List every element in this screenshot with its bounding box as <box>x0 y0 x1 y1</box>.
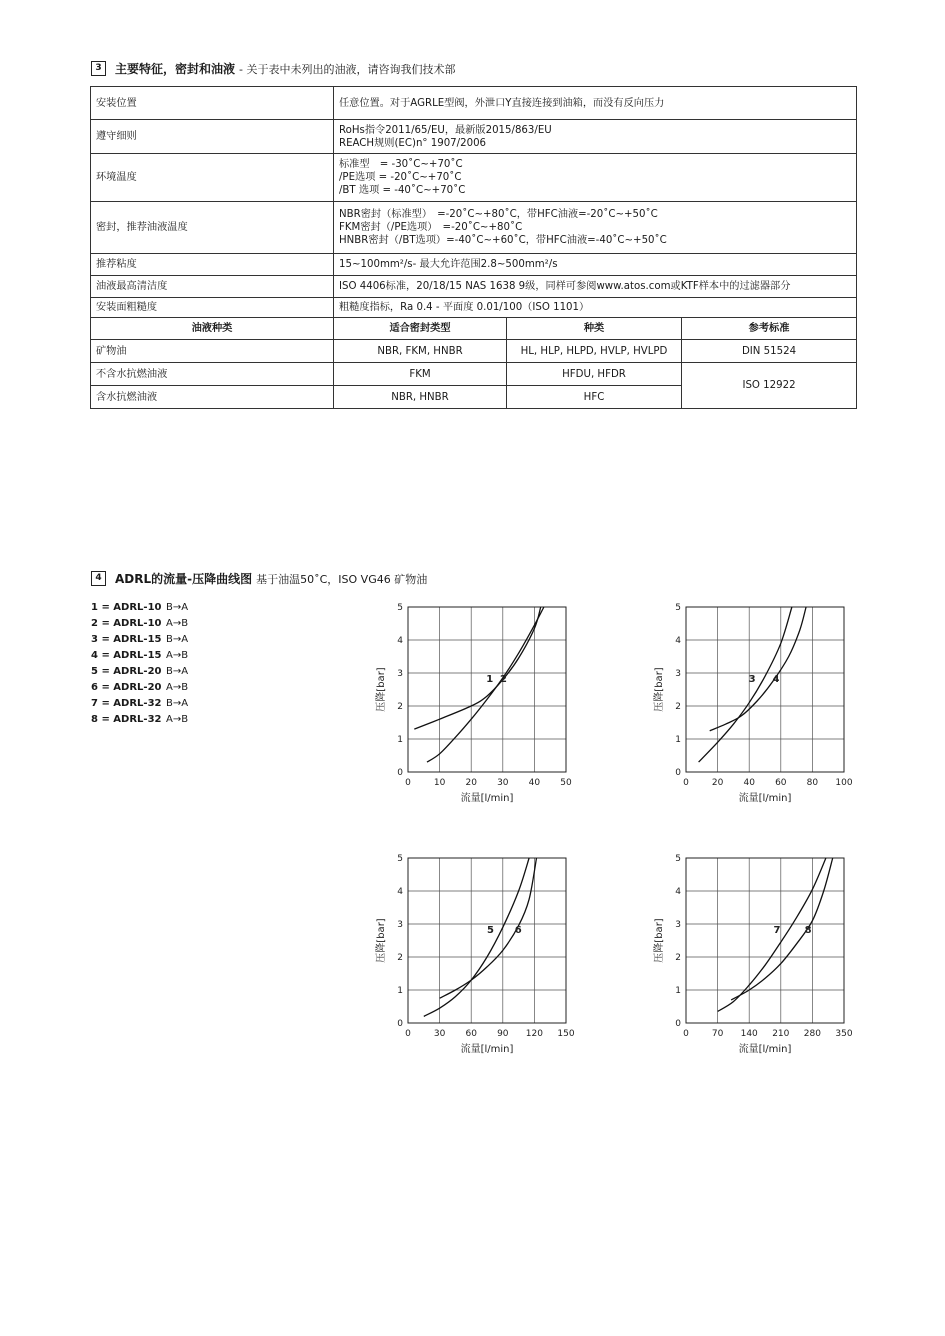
row-label: 环境温度 <box>91 154 334 202</box>
curve-4 <box>710 607 806 731</box>
fluid-classes: HFDU, HFDR <box>507 363 682 386</box>
y-tick-label: 2 <box>675 953 681 963</box>
y-tick-label: 1 <box>397 986 403 996</box>
y-tick-label: 0 <box>397 1019 403 1029</box>
flow-pressure-chart-adrl15 <box>648 598 868 803</box>
row-label: 推荐粘度 <box>91 254 334 276</box>
table-row <box>91 120 857 154</box>
curve-label: 1 <box>486 674 494 686</box>
x-tick-label: 80 <box>806 778 819 788</box>
column-header: 适合密封类型 <box>334 318 507 340</box>
x-tick-label: 90 <box>497 1029 509 1039</box>
x-axis-label: 流量[l/min] <box>738 1044 792 1055</box>
legend-item: 6 = ADRL-20 A→B <box>91 682 189 693</box>
section-number: 4 <box>91 571 106 586</box>
y-tick-label: 5 <box>675 854 681 864</box>
row-value: 任意位置。对于AGRLE型阀，外泄口Y直接连接到油箱，而没有反向压力 <box>334 87 857 120</box>
row-value: 粗糙度指标，Ra 0.4 - 平面度 0.01/100（ISO 1101） <box>334 298 857 318</box>
x-tick-label: 280 <box>803 1029 821 1039</box>
x-tick-label: 150 <box>557 1029 575 1039</box>
x-tick-label: 350 <box>835 1029 853 1039</box>
table-row <box>91 298 857 318</box>
x-tick-label: 70 <box>711 1029 724 1039</box>
x-tick-label: 30 <box>497 778 509 788</box>
legend-item: 5 = ADRL-20 B→A <box>91 666 189 677</box>
row-value: NBR密封（标准型） =-20˚C~+80˚C，带HFC油液=-20˚C~+50˚C FKM密封（/PE选项） =-20˚C~+80˚C HNBR密封（/BT选项）=-40˚C~+60˚C，带HFC油液=-40˚C~+50˚C <box>334 202 857 254</box>
fluid-type: 不含水抗燃油液 <box>91 363 334 386</box>
curve-label: 6 <box>514 925 522 937</box>
x-tick-label: 30 <box>433 1029 446 1039</box>
legend-item: 1 = ADRL-10 B→A <box>91 602 189 613</box>
section-subtitle: 基于油温50˚C，ISO VG46 矿物油 <box>256 572 428 586</box>
section-subtitle: - 关于表中未列出的油液，请咨询我们技术部 <box>239 62 456 76</box>
fluid-row <box>91 363 857 386</box>
x-tick-label: 0 <box>683 1029 689 1039</box>
legend-item: 3 = ADRL-15 B→A <box>91 634 189 645</box>
x-tick-label: 10 <box>433 778 446 788</box>
section-number: 3 <box>91 61 106 76</box>
curve-label: 2 <box>499 674 507 686</box>
fluid-seals: NBR, HNBR <box>334 386 507 409</box>
fluid-type: 矿物油 <box>91 340 334 363</box>
y-tick-label: 3 <box>397 669 403 679</box>
curve-label: 8 <box>804 925 812 937</box>
row-value: 15~100mm²/s- 最大允许范围2.8~500mm²/s <box>334 254 857 276</box>
table-row <box>91 87 857 120</box>
section-title: ADRL的流量-压降曲线图 <box>115 572 253 586</box>
section-title: 主要特征，密封和油液 <box>115 62 236 76</box>
fluid-standard: ISO 12922 <box>682 363 857 409</box>
y-axis-label: 压降[bar] <box>654 667 665 712</box>
fluid-type: 含水抗燃油液 <box>91 386 334 409</box>
curve-label: 3 <box>748 674 756 686</box>
plot-frame <box>686 858 844 1023</box>
row-label: 油液最高清洁度 <box>91 276 334 298</box>
y-axis-label: 压降[bar] <box>654 918 665 963</box>
y-tick-label: 1 <box>675 986 681 996</box>
y-tick-label: 2 <box>397 953 403 963</box>
x-tick-label: 0 <box>405 1029 411 1039</box>
table-row <box>91 202 857 254</box>
legend-item: 8 = ADRL-32 A→B <box>91 714 189 725</box>
section-3-header <box>91 60 455 77</box>
x-tick-label: 40 <box>528 778 541 788</box>
fluid-seals: FKM <box>334 363 507 386</box>
x-axis-label: 流量[l/min] <box>460 793 514 804</box>
table-row <box>91 154 857 202</box>
column-header: 参考标准 <box>682 318 857 340</box>
x-tick-label: 100 <box>835 778 853 788</box>
table-row <box>91 254 857 276</box>
y-tick-label: 2 <box>675 702 681 712</box>
y-tick-label: 5 <box>397 854 403 864</box>
x-tick-label: 40 <box>743 778 755 788</box>
plot-frame <box>408 607 566 772</box>
row-label: 安装面粗糙度 <box>91 298 334 318</box>
x-tick-label: 50 <box>560 778 572 788</box>
row-label: 密封，推荐油液温度 <box>91 202 334 254</box>
y-tick-label: 0 <box>397 768 403 778</box>
y-tick-label: 4 <box>675 636 681 646</box>
y-tick-label: 4 <box>675 887 681 897</box>
flow-pressure-chart-adrl10 <box>370 598 590 803</box>
legend-item: 2 = ADRL-10 A→B <box>91 618 189 629</box>
y-tick-label: 4 <box>397 636 403 646</box>
plot-frame <box>408 858 566 1023</box>
row-value: RoHs指令2011/65/EU，最新版2015/863/EU REACH规则(EC)n° 1907/2006 <box>334 120 857 154</box>
curve-label: 7 <box>773 925 781 937</box>
y-tick-label: 3 <box>675 920 681 930</box>
x-axis-label: 流量[l/min] <box>460 1044 514 1055</box>
section-4-header <box>91 570 427 587</box>
y-axis-label: 压降[bar] <box>376 667 387 712</box>
fluid-row <box>91 340 857 363</box>
x-tick-label: 60 <box>465 1029 477 1039</box>
legend-item: 7 = ADRL-32 B→A <box>91 698 189 709</box>
flow-pressure-chart-adrl20 <box>370 849 590 1054</box>
fluid-seals: NBR, FKM, HNBR <box>334 340 507 363</box>
features-table <box>90 86 857 409</box>
y-tick-label: 0 <box>675 1019 681 1029</box>
fluid-header-row <box>91 318 857 340</box>
y-tick-label: 5 <box>397 603 403 613</box>
y-tick-label: 3 <box>675 669 681 679</box>
table-row <box>91 276 857 298</box>
y-tick-label: 1 <box>397 735 403 745</box>
y-axis-label: 压降[bar] <box>376 918 387 963</box>
y-tick-label: 3 <box>397 920 403 930</box>
row-label: 遵守细则 <box>91 120 334 154</box>
fluid-standard: DIN 51524 <box>682 340 857 363</box>
y-tick-label: 4 <box>397 887 403 897</box>
column-header: 油液种类 <box>91 318 334 340</box>
row-value: 标准型 = -30˚C~+70˚C /PE选项 = -20˚C~+70˚C /BT 选项 = -40˚C~+70˚C <box>334 154 857 202</box>
x-tick-label: 20 <box>711 778 724 788</box>
x-tick-label: 140 <box>740 1029 758 1039</box>
x-tick-label: 0 <box>683 778 689 788</box>
x-tick-label: 0 <box>405 778 411 788</box>
x-tick-label: 60 <box>775 778 787 788</box>
y-tick-label: 5 <box>675 603 681 613</box>
curve-label: 5 <box>487 925 495 937</box>
row-value: ISO 4406标准，20/18/15 NAS 1638 9级，同样可参阅www.atos.com或KTF样本中的过滤器部分 <box>334 276 857 298</box>
fluid-classes: HL, HLP, HLPD, HVLP, HVLPD <box>507 340 682 363</box>
curve-label: 4 <box>772 674 780 686</box>
x-axis-label: 流量[l/min] <box>738 793 792 804</box>
legend-item: 4 = ADRL-15 A→B <box>91 650 189 661</box>
curve-legend <box>91 600 188 728</box>
y-tick-label: 0 <box>675 768 681 778</box>
column-header: 种类 <box>507 318 682 340</box>
fluid-classes: HFC <box>507 386 682 409</box>
plot-frame <box>686 607 844 772</box>
flow-pressure-chart-adrl32 <box>648 849 868 1054</box>
y-tick-label: 2 <box>397 702 403 712</box>
x-tick-label: 210 <box>772 1029 790 1039</box>
x-tick-label: 20 <box>465 778 477 788</box>
row-label: 安装位置 <box>91 87 334 120</box>
x-tick-label: 120 <box>525 1029 543 1039</box>
y-tick-label: 1 <box>675 735 681 745</box>
